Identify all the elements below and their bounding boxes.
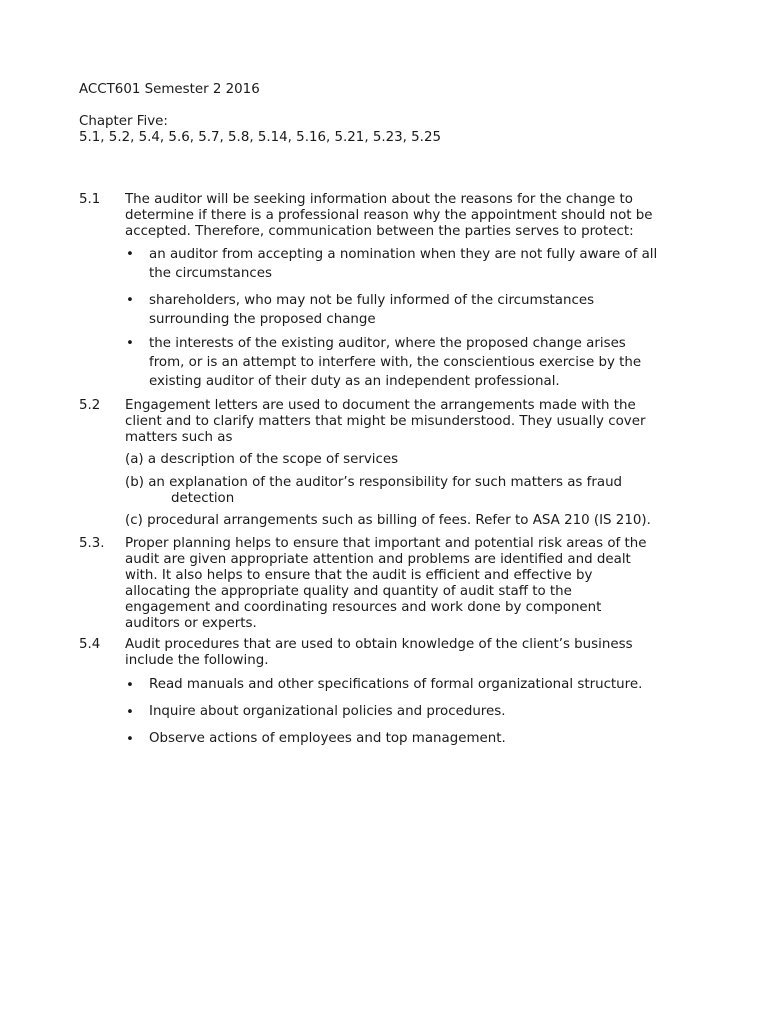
chapter-exercise-list: 5.1, 5.2, 5.4, 5.6, 5.7, 5.8, 5.14, 5.16, 5.21, 5.23, 5.25 <box>79 130 441 145</box>
text-line: the circumstances <box>149 266 272 281</box>
bullet-item: Inquire about organizational policies and procedures. <box>149 704 506 719</box>
bullet-icon: • <box>126 705 134 720</box>
question-number-5-1: 5.1 <box>79 192 101 207</box>
bullet-item: Observe actions of employees and top management. <box>149 731 506 746</box>
text-line: audit are given appropriate attention and problems are identified and dealt <box>125 552 631 567</box>
text-line: Audit procedures that are used to obtain knowledge of the client’s business <box>125 637 633 652</box>
question-number-5-3: 5.3. <box>79 536 105 551</box>
text-line: allocating the appropriate quality and quantity of audit staff to the <box>125 584 572 599</box>
text-line: shareholders, who may not be fully informed of the circumstances <box>149 293 595 308</box>
bullet-icon: • <box>126 247 134 262</box>
list-item-a: (a) a description of the scope of services <box>125 452 399 467</box>
question-number-5-2: 5.2 <box>79 398 101 413</box>
text-line: Proper planning helps to ensure that important and potential risk areas of the <box>125 536 647 551</box>
text-line: include the following. <box>125 653 269 668</box>
text-line: an auditor from accepting a nomination when they are not fully aware of all <box>149 247 658 262</box>
text-line: The auditor will be seeking information about the reasons for the change to <box>125 192 633 207</box>
bullet-icon: • <box>126 293 134 308</box>
question-5-2-text <box>125 398 705 446</box>
bullet-item <box>149 334 709 391</box>
text-line: auditors or experts. <box>125 616 257 631</box>
text-line: determine if there is a professional reason why the appointment should not be <box>125 208 653 223</box>
question-5-4-text <box>125 637 705 669</box>
text-line: existing auditor of their duty as an independent professional. <box>149 374 560 389</box>
text-line: Engagement letters are used to document the arrangements made with the <box>125 398 636 413</box>
bullet-icon: • <box>126 678 134 693</box>
list-item-c: (c) procedural arrangements such as billing of fees. Refer to ASA 210 (IS 210). <box>125 513 651 528</box>
bullet-icon: • <box>126 732 134 747</box>
text-line: with. It also helps to ensure that the audit is efficient and effective by <box>125 568 593 583</box>
bullet-icon: • <box>126 336 134 351</box>
list-item-b: (b) an explanation of the auditor’s responsibility for such matters as fraud <box>125 475 623 490</box>
text-line: engagement and coordinating resources and work done by component <box>125 600 602 615</box>
text-line: client and to clarify matters that might be misunderstood. They usually cover <box>125 414 646 429</box>
text-line: surrounding the proposed change <box>149 312 376 327</box>
question-5-1-text <box>125 192 705 240</box>
bullet-item <box>149 245 709 283</box>
list-item-b-continuation: detection <box>171 491 235 506</box>
document-title: ACCT601 Semester 2 2016 <box>79 82 260 97</box>
text-line: accepted. Therefore, communication between the parties serves to protect: <box>125 224 634 239</box>
bullet-item: Read manuals and other specifications of formal organizational structure. <box>149 677 643 692</box>
question-number-5-4: 5.4 <box>79 637 101 652</box>
chapter-label: Chapter Five: <box>79 114 168 129</box>
bullet-item <box>149 291 709 329</box>
text-line: the interests of the existing auditor, where the proposed change arises <box>149 336 626 351</box>
text-line: matters such as <box>125 430 233 445</box>
question-5-3-text <box>125 536 705 632</box>
text-line: from, or is an attempt to interfere with, the conscientious exercise by the <box>149 355 642 370</box>
